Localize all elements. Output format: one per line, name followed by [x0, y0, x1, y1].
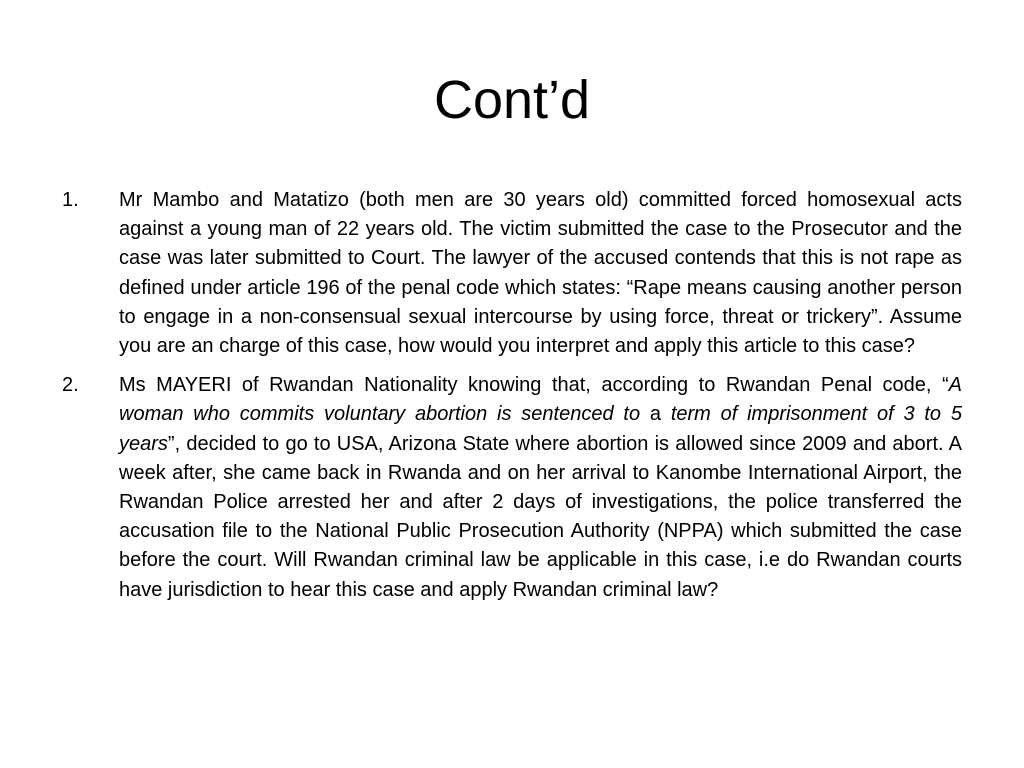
list-item-number: 2. — [62, 374, 79, 397]
list-item-text — [119, 371, 962, 605]
quoted-law-italic: term of imprisonment of 3 to 5 years — [119, 403, 962, 455]
list-item-text: Mr Mambo and Matatizo (both men are 30 years old) committed forced homosexual acts against a young man of 22 years old. The victim submitted the case to the Prosecutor and the case was later submitted to Court. The lawyer of the accused contends that this is not rape as defined under article 196 of the penal code which states: “Rape means causing another person to engage in a non-consensual sexual intercourse by using force, threat or trickery”. Assume you are an charge of this case, how would you interpret and apply this article to this case? — [119, 189, 962, 358]
list-item — [62, 371, 962, 605]
quoted-law-italic: A woman who commits voluntary abortion is sentenced to — [119, 374, 962, 426]
quoted-law-plain: a — [640, 403, 671, 426]
list-item-number: 1. — [62, 189, 79, 211]
list-item-text-lead: Ms MAYERI of Rwandan Nationality knowing that, according to Rwandan Penal code, “ — [119, 374, 949, 397]
list-item — [62, 186, 962, 361]
slide-title: Cont’d — [433, 70, 591, 130]
list-item-text-rest: ”, decided to go to USA, Arizona State where abortion is allowed since 2009 and abort. A week after, she came back in Rwanda and on her arrival to Kanombe International Airport, the Rwandan Police arrested her and after 2 days of investigations, the police transferred the accusation file to the National Public Prosecution Authority (NPPA) which submitted the case before the court. Will Rwandan criminal law be applicable in this case, i.e do Rwandan courts have jurisdiction to hear this case and apply Rwandan criminal law? — [119, 432, 962, 601]
question-list — [62, 186, 962, 615]
